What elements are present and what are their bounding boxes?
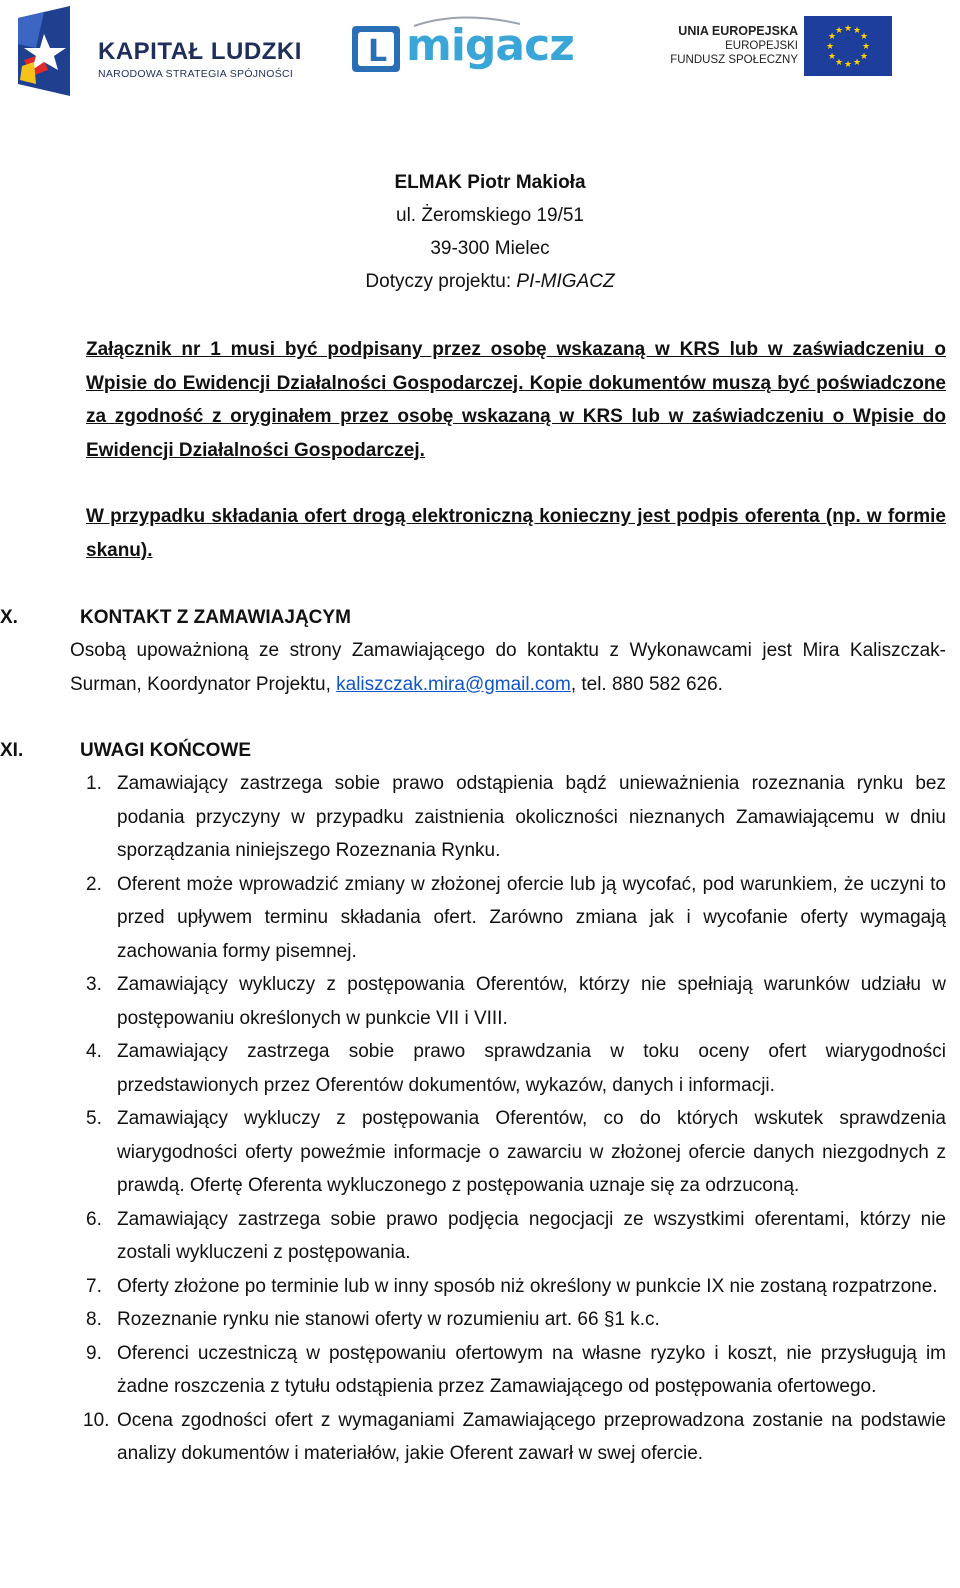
- list-item-number: 10.: [83, 1409, 110, 1431]
- eu-logo-line2: EUROPEJSKI: [725, 40, 798, 52]
- svg-text:★: ★: [827, 32, 837, 42]
- project-code: PI-MIGACZ: [516, 271, 615, 292]
- list-item-number: 8.: [86, 1309, 102, 1330]
- project-reference: [0, 265, 960, 299]
- svg-text:★: ★: [843, 60, 853, 70]
- list-item-text: Rozeznanie rynku nie stanowi oferty w rozumieniu art. 66 §1 k.c.: [117, 1309, 660, 1330]
- list-item-text: Oferenci uczestniczą w postępowaniu ofertowym na własne ryzyko i koszt, nie przysługują im żadne roszczenia z tytułu odstąpienia przez Zamawiającego od postępowania ofertowego.: [117, 1342, 946, 1397]
- section-x-number: X.: [0, 607, 18, 628]
- list-item: [83, 1404, 946, 1471]
- list-item-text: Zamawiający zastrzega sobie prawo odstąpienia bądź unieważnienia rozeznania rynku bez podania przyczyny w przypadku zaistnienia okoliczności nieznanych Zamawiającemu w dniu sporządzania niniejszego Rozeznania Rynku.: [117, 773, 946, 861]
- list-item: [86, 968, 946, 1035]
- list-item-number: 1.: [86, 773, 102, 794]
- list-item-text: Zamawiający zastrzega sobie prawo podjęcia negocjacji ze wszystkimi oferentami, którzy nie zostali wykluczeni z postępowania.: [117, 1208, 946, 1263]
- eu-logo-line1: UNIA EUROPEJSKA: [678, 24, 798, 38]
- list-item-number: 6.: [86, 1208, 102, 1230]
- list-item-text: Oferent może wprowadzić zmiany w złożonej ofercie lub ją wycofać, pod warunkiem, że uczyni to przed upływem terminu składania ofert. Zarówno zmiana jak i wycofanie oferty wymagają zachowania formy pisemnej.: [117, 873, 946, 962]
- signature-notice: Załącznik nr 1 musi być podpisany przez osobę wskazaną w KRS lub w zaświadczeniu o Wpisie do Ewidencji Działalności Gospodarczej. Kopie dokumentów muszą być poświadczone za zgodność z oryginałem przez osobę wskazaną w KRS lub w zaświadczeniu o Wpisie do Ewidencji Działalności Gospodarczej.: [86, 339, 946, 461]
- svg-text:★: ★: [827, 52, 837, 62]
- closing-remarks-list: [83, 767, 946, 1471]
- list-item-text: Ocena zgodności ofert z wymaganiami Zamawiającego przeprowadzona zostanie na podstawie analizy dokumentów i materiałów, jakie Oferent zawarł w swej ofercie.: [117, 1409, 946, 1464]
- list-item: [86, 1303, 946, 1337]
- electronic-offer-notice: W przypadku składania ofert drogą elektroniczną konieczny jest podpis oferenta (np. w formie skanu).: [86, 506, 946, 561]
- kapital-ludzki-title: KAPITAŁ LUDZKI: [98, 38, 302, 65]
- contact-text-after: , tel. 880 582 626.: [570, 673, 723, 695]
- contact-text-before: Osobą upoważnioną ze strony Zamawiającego do kontaktu z Wykonawcami jest Mira Kaliszczak-Surman, Koordynator Projektu,: [70, 640, 946, 695]
- list-item-number: 2.: [86, 873, 102, 895]
- kapital-ludzki-subtitle: NARODOWA STRATEGIA SPÓJNOŚCI: [98, 68, 294, 80]
- svg-text:★: ★: [859, 52, 869, 62]
- list-item-number: 9.: [86, 1342, 102, 1364]
- list-item: [86, 1102, 946, 1203]
- svg-text:★: ★: [861, 42, 871, 52]
- svg-text:★: ★: [852, 26, 862, 36]
- company-city: 39-300 Mielec: [430, 238, 550, 259]
- list-item-number: 3.: [86, 974, 102, 995]
- list-item-text: Oferty złożone po terminie lub w inny sposób niż określony w punkcie IX nie zostaną rozpatrzone.: [117, 1275, 938, 1297]
- list-item-number: 4.: [86, 1041, 102, 1062]
- svg-text:★: ★: [825, 42, 835, 52]
- list-item: [86, 1203, 946, 1270]
- eu-logo-line3: FUNDUSZ SPOŁECZNY: [670, 54, 798, 66]
- migacz-logo-text: migacz: [406, 20, 574, 71]
- section-xi-number: XI.: [0, 740, 24, 761]
- section-x-title: KONTAKT Z ZAMAWIAJĄCYM: [80, 607, 351, 628]
- list-item: [86, 1337, 946, 1404]
- list-item: [86, 1270, 946, 1304]
- section-xi-title: UWAGI KOŃCOWE: [80, 740, 251, 761]
- list-item-text: Zamawiający wykluczy z postępowania Oferentów, którzy nie spełniają warunków udziału w postępowaniu określonych w punkcie VII i VIII.: [117, 974, 946, 1029]
- list-item: [86, 1035, 946, 1102]
- svg-text:★: ★: [859, 32, 869, 42]
- list-item-number: 5.: [86, 1108, 102, 1129]
- svg-text:★: ★: [843, 24, 853, 34]
- list-item: [86, 767, 946, 868]
- svg-text:★: ★: [834, 58, 844, 68]
- project-label: Dotyczy projektu:: [365, 271, 517, 292]
- section-x-contact-text: [70, 634, 946, 701]
- list-item-number: 7.: [86, 1275, 102, 1297]
- list-item-text: Zamawiający zastrzega sobie prawo sprawdzania w toku oceny ofert wiarygodności przedstawionych przez Oferentów dokumentów, wykazów, danych i informacji.: [117, 1041, 946, 1096]
- list-item-text: Zamawiający wykluczy z postępowania Oferentów, co do których wskutek sprawdzenia wiarygodności oferty poweźmie informacje o zawarciu w złożonej ofercie danych niezgodnych z prawdą. Ofertę Oferenta wykluczonego z postępowania uznaje się za odrzuconą.: [117, 1108, 946, 1196]
- svg-text:★: ★: [852, 58, 862, 68]
- svg-text:★: ★: [834, 26, 844, 36]
- contact-email-link[interactable]: kaliszczak.mira@gmail.com: [336, 673, 571, 695]
- company-name: ELMAK Piotr Makioła: [394, 172, 586, 193]
- migacz-badge-letter: L: [368, 34, 388, 69]
- company-street: ul. Żeromskiego 19/51: [396, 205, 584, 226]
- list-item: [86, 868, 946, 969]
